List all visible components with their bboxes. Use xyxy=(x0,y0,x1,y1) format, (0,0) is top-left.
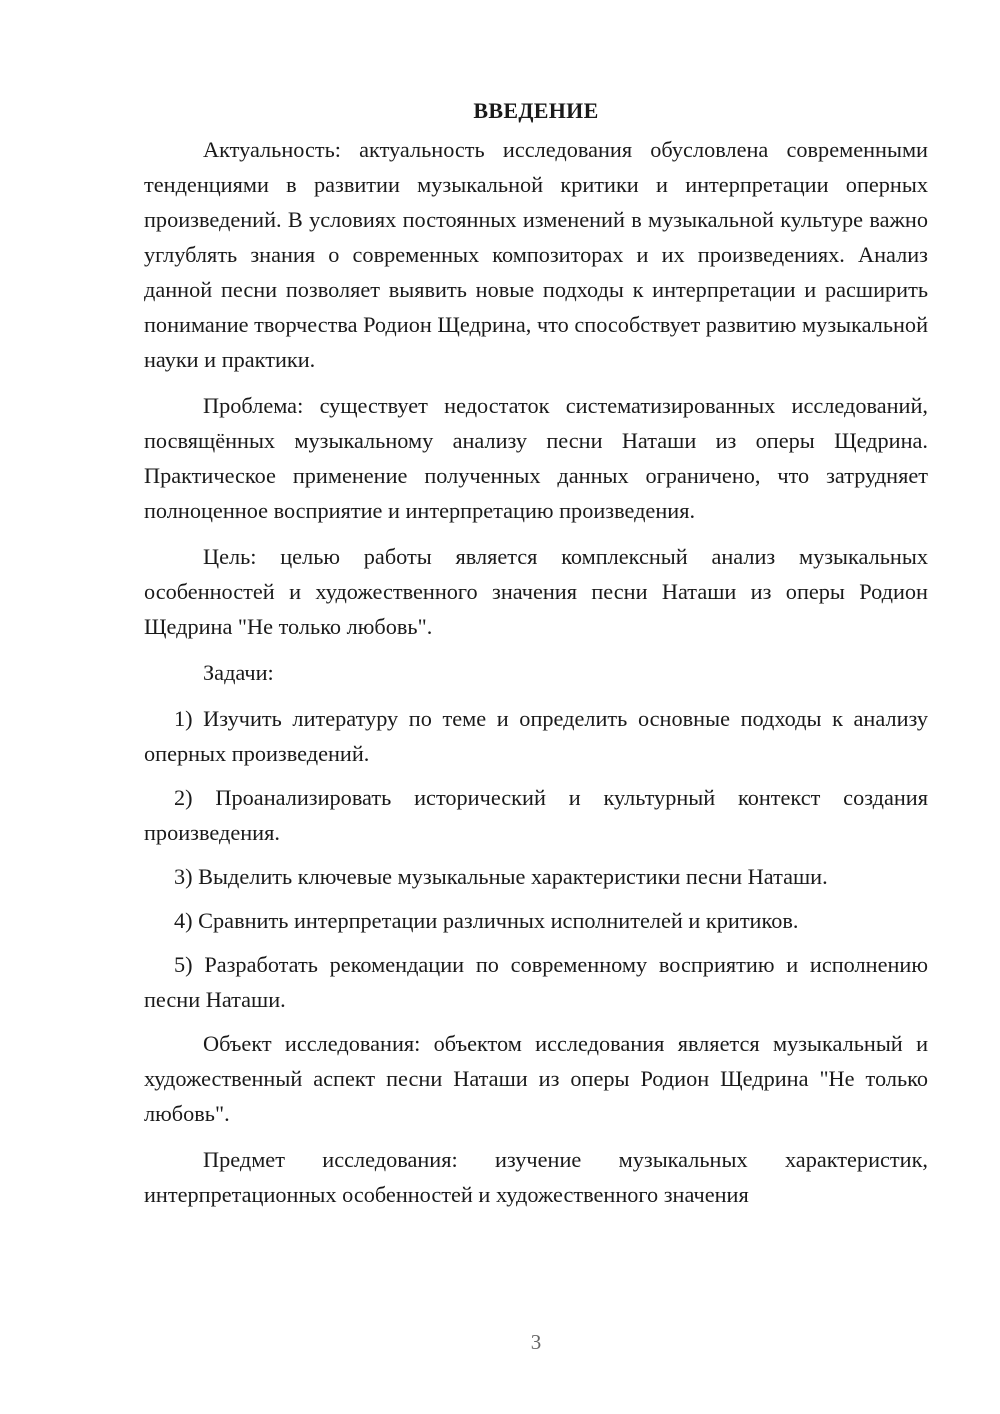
paragraph-object: Объект исследования: объектом исследования является музыкальный и художественный аспект песни Наташи из оперы Родион Щедрина "Не только любовь". xyxy=(144,1031,928,1126)
section-title: ВВЕДЕНИЕ xyxy=(473,98,599,123)
task-item-3: 3) Выделить ключевые музыкальные характеристики песни Наташи. xyxy=(174,864,828,889)
task-item-5: 5) Разработать рекомендации по современному восприятию и исполнению песни Наташи. xyxy=(144,952,928,1012)
page-number: 3 xyxy=(530,1330,542,1354)
task-item-2: 2) Проанализировать исторический и культурный контекст создания произведения. xyxy=(144,785,928,845)
task-item-1: 1) Изучить литературу по теме и определить основные подходы к анализу оперных произведений. xyxy=(144,706,928,766)
paragraph-tasks-heading: Задачи: xyxy=(203,660,274,685)
paragraph-subject: Предмет исследования: изучение музыкальных характеристик, интерпретационных особенностей и художественного значения xyxy=(144,1147,928,1207)
paragraph-goal: Цель: целью работы является комплексный анализ музыкальных особенностей и художественного значения песни Наташи из оперы Родион Щедрина "Не только любовь". xyxy=(144,544,928,639)
page-content xyxy=(144,96,928,1223)
paragraph-relevance: Актуальность: актуальность исследования обусловлена современными тенденциями в развитии музыкальной критики и интерпретации оперных произведений. В условиях постоянных изменений в музыкальной культуре важно углублять знания о современных композиторах и их произведениях. Анализ данной песни позволяет выявить новые подходы к интерпретации и расширить понимание творчества Родион Щедрина, что способствует развитию музыкальной науки и практики. xyxy=(144,137,928,372)
paragraph-problem: Проблема: существует недостаток систематизированных исследований, посвящённых музыкальному анализу песни Наташи из оперы Щедрина. Практическое применение полученных данных ограничено, что затрудняет полноценное восприятие и интерпретацию произведения. xyxy=(144,393,928,523)
task-item-4: 4) Сравнить интерпретации различных исполнителей и критиков. xyxy=(174,908,799,933)
